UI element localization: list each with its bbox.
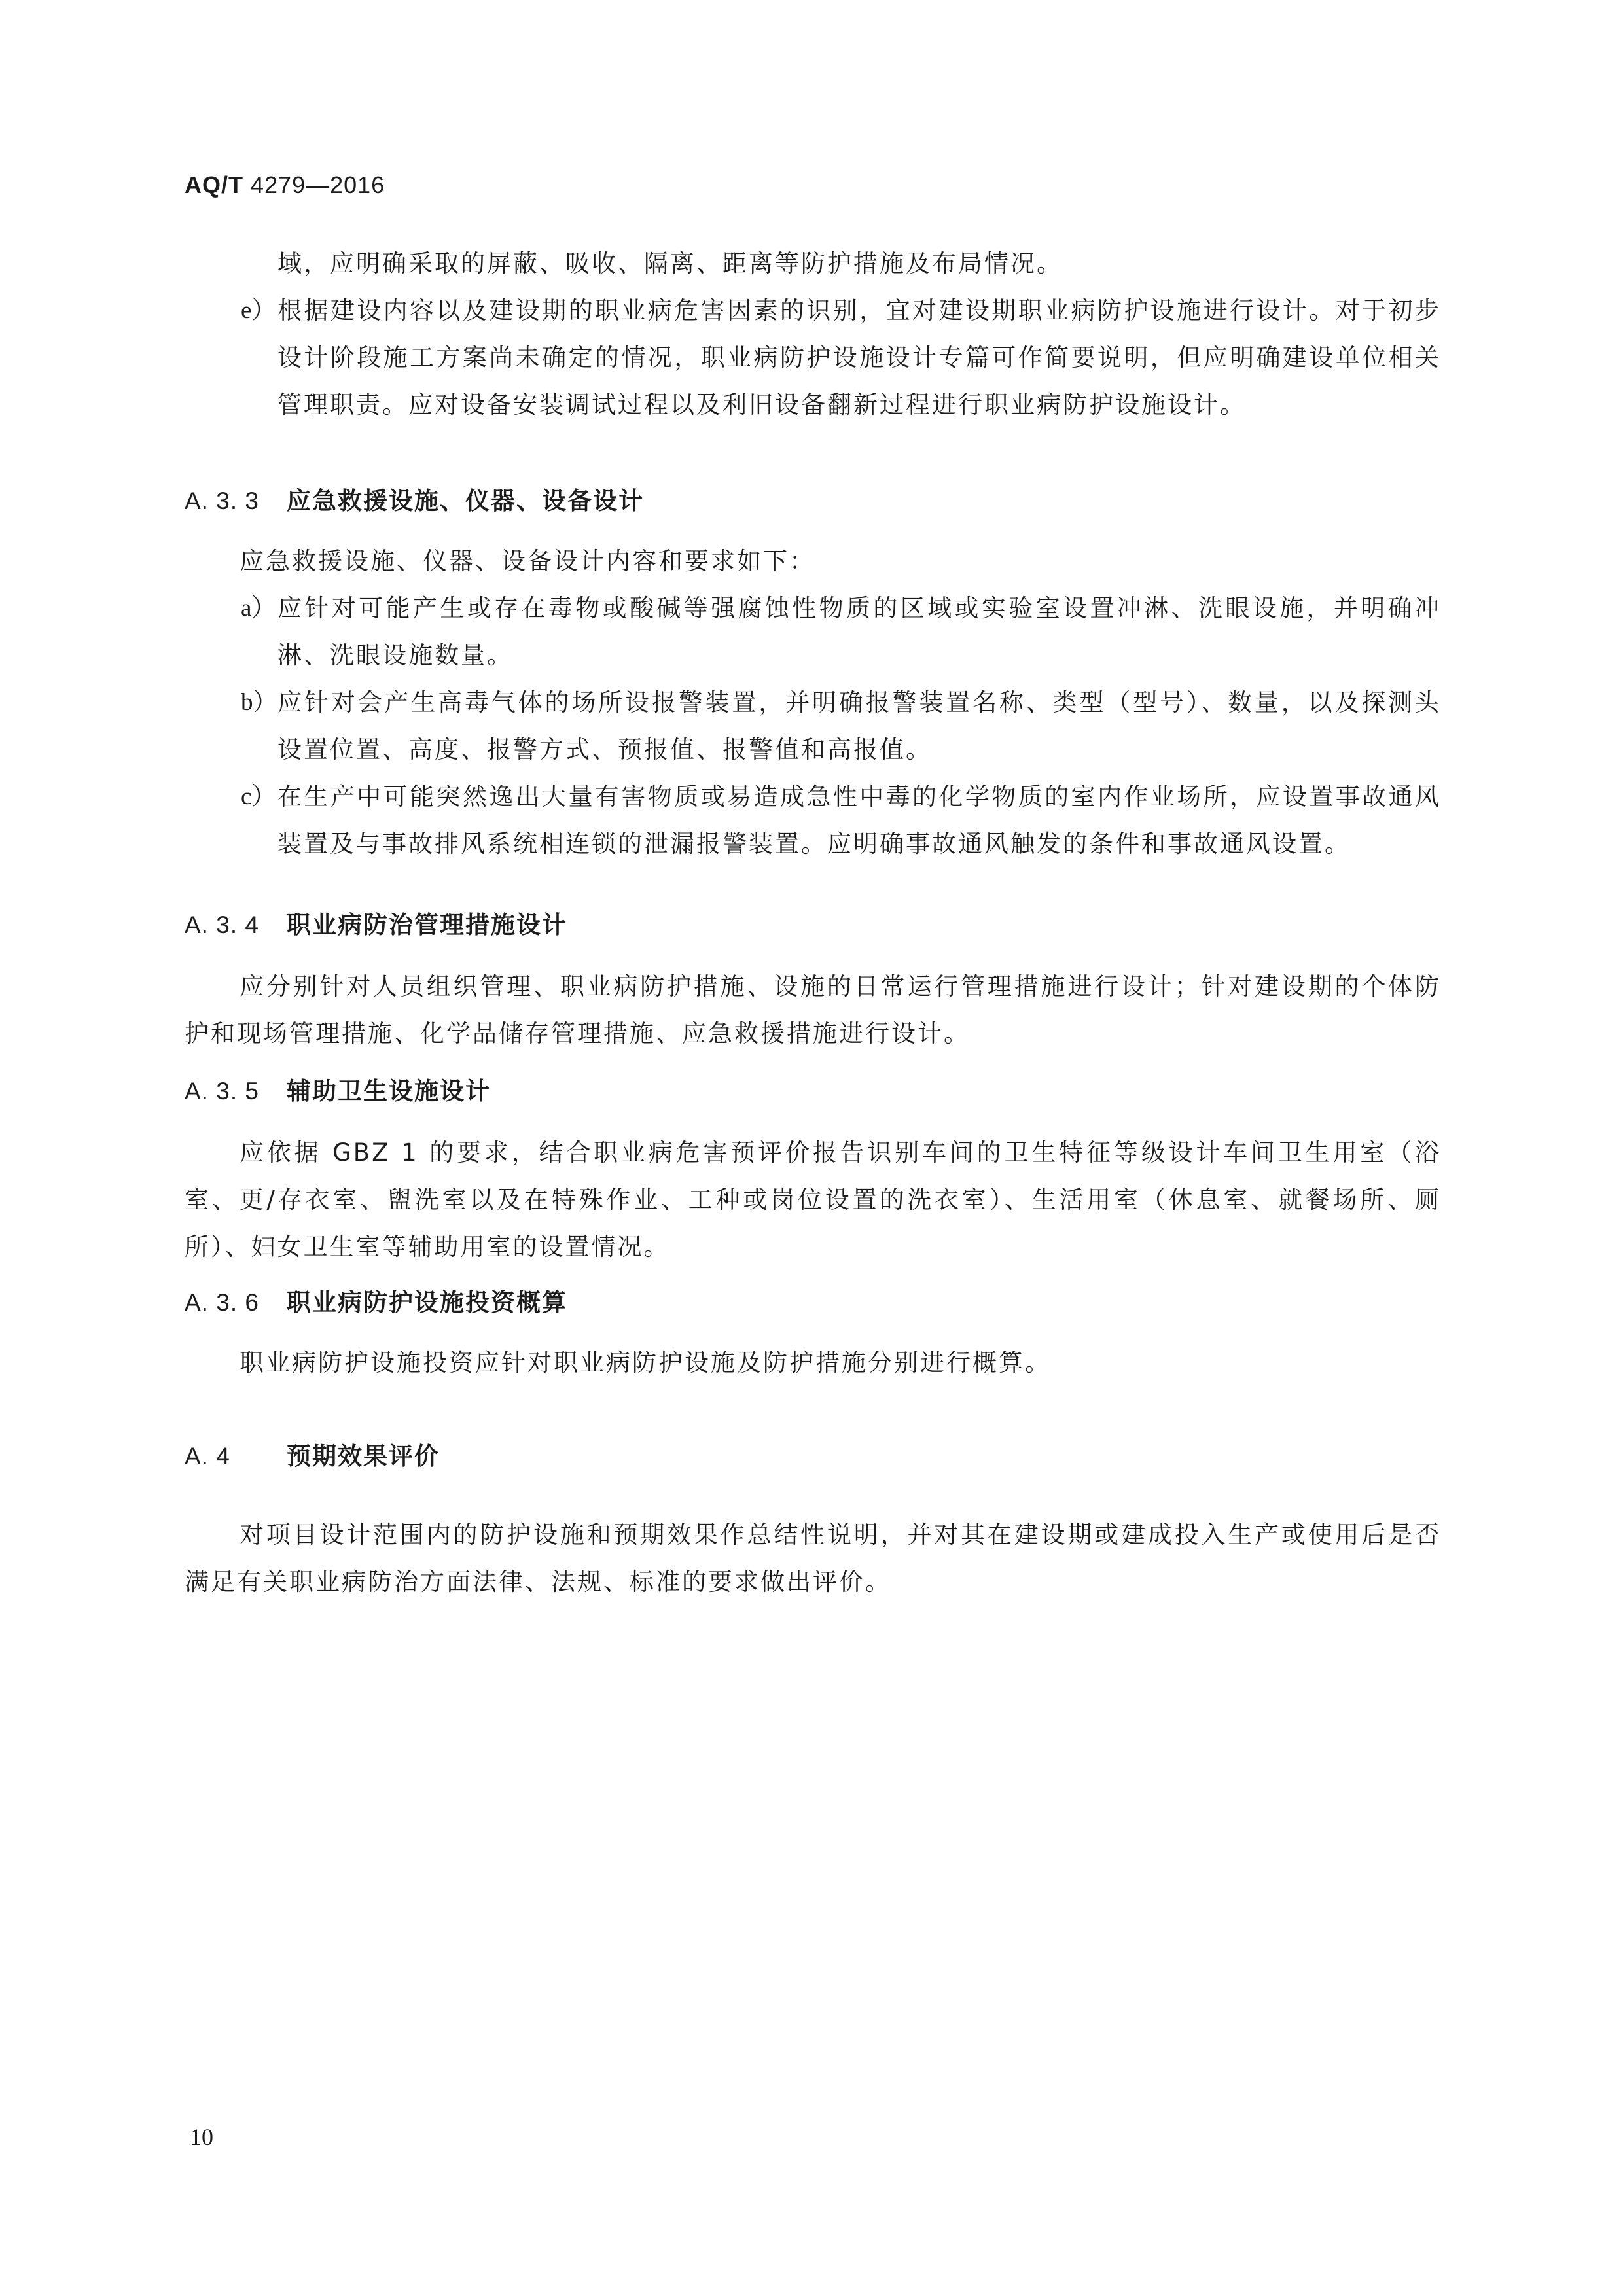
list-item-c [185, 773, 1441, 868]
section-a35 [185, 1068, 1441, 1115]
section-number: A. 3. 5 [185, 1078, 259, 1104]
section-title: 职业病防护设施投资概算 [287, 1288, 567, 1316]
list-item-text: 域，应明确采取的屏蔽、吸收、隔离、距离等防护措施及布局情况。 [277, 249, 1063, 277]
list-item-a [185, 585, 1441, 679]
list-item-continuation [185, 240, 1441, 287]
list-item-mark: c） [241, 783, 276, 810]
section-number: A. 3. 4 [185, 911, 259, 938]
section-a34-body [185, 963, 1441, 1057]
standard-number: 4279—2016 [251, 171, 385, 198]
section-number: A. 3. 3 [185, 487, 259, 514]
section-heading [185, 1068, 1441, 1115]
list-item-mark: e） [241, 297, 276, 324]
section-heading [185, 902, 1441, 949]
section-heading [185, 1433, 1441, 1480]
section-paragraph: 对项目设计范围内的防护设施和预期效果作总结性说明，并对其在建设期或建成投入生产或使用后是否满足有关职业病防治方面法律、法规、标准的要求做出评价。 [185, 1521, 1441, 1596]
list-item-text: 应针对可能产生或存在毒物或酸碱等强腐蚀性物质的区域或实验室设置冲淋、洗眼设施，并明确冲淋、洗眼设施数量。 [277, 594, 1441, 669]
page-number: 10 [190, 2124, 213, 2150]
list-item-text: 应针对会产生高毒气体的场所设报警装置，并明确报警装置名称、类型（型号）、数量，以及探测头设置位置、高度、报警方式、预报值、报警值和高报值。 [277, 688, 1441, 764]
list-item-b [185, 679, 1441, 773]
list-item-mark: b） [241, 689, 277, 716]
section-paragraph: 应分别针对人员组织管理、职业病防护措施、设施的日常运行管理措施进行设计；针对建设期的个体防护和现场管理措施、化学品储存管理措施、应急救援措施进行设计。 [185, 972, 1441, 1048]
section-title: 职业病防治管理措施设计 [287, 911, 567, 939]
section-heading [185, 478, 1441, 525]
section-a4-body [185, 1511, 1441, 1606]
section-a33 [185, 478, 1441, 525]
section-a36 [185, 1279, 1441, 1326]
list-item-e [185, 287, 1441, 429]
list-item-text: 根据建设内容以及建设期的职业病危害因素的识别，宜对建设期职业病防护设施进行设计。对于初步设计阶段施工方案尚未确定的情况，职业病防护设施设计专篇可作简要说明，但应明确建设单位相关管理职责。应对设备安装调试过程以及利旧设备翻新过程进行职业病防护设施设计。 [277, 296, 1441, 419]
section-a33-body [185, 538, 1441, 868]
list-item-mark: a） [241, 595, 276, 622]
section-paragraph: 职业病防护设施投资应针对职业病防护设施及防护措施分别进行概算。 [240, 1349, 1051, 1377]
section-number: A. 3. 6 [185, 1289, 259, 1316]
section-title: 应急救援设施、仪器、设备设计 [287, 487, 644, 515]
standard-code [185, 171, 385, 199]
continued-list [185, 240, 1441, 429]
section-title: 预期效果评价 [287, 1442, 440, 1470]
section-title: 辅助卫生设施设计 [287, 1077, 491, 1105]
section-heading [185, 1279, 1441, 1326]
section-a4 [185, 1433, 1441, 1480]
section-a34 [185, 902, 1441, 949]
list-item-text: 在生产中可能突然逸出大量有害物质或易造成急性中毒的化学物质的室内作业场所，应设置事故通风装置及与事故排风系统相连锁的泄漏报警装置。应明确事故通风触发的条件和事故通风设置。 [277, 783, 1441, 858]
standard-prefix: AQ/T [185, 171, 243, 198]
section-paragraph: 应依据 GBZ 1 的要求，结合职业病危害预评价报告识别车间的卫生特征等级设计车间卫生用室（浴室、更/存衣室、盥洗室以及在特殊作业、工种或岗位设置的洗衣室）、生活用室（休息室、就餐场所、厕所）、妇女卫生室等辅助用室的设置情况。 [185, 1139, 1441, 1261]
section-number: A. 4 [185, 1443, 230, 1470]
section-intro: 应急救援设施、仪器、设备设计内容和要求如下： [240, 547, 815, 575]
section-a36-body [185, 1339, 1441, 1386]
section-a35-body [185, 1129, 1441, 1271]
